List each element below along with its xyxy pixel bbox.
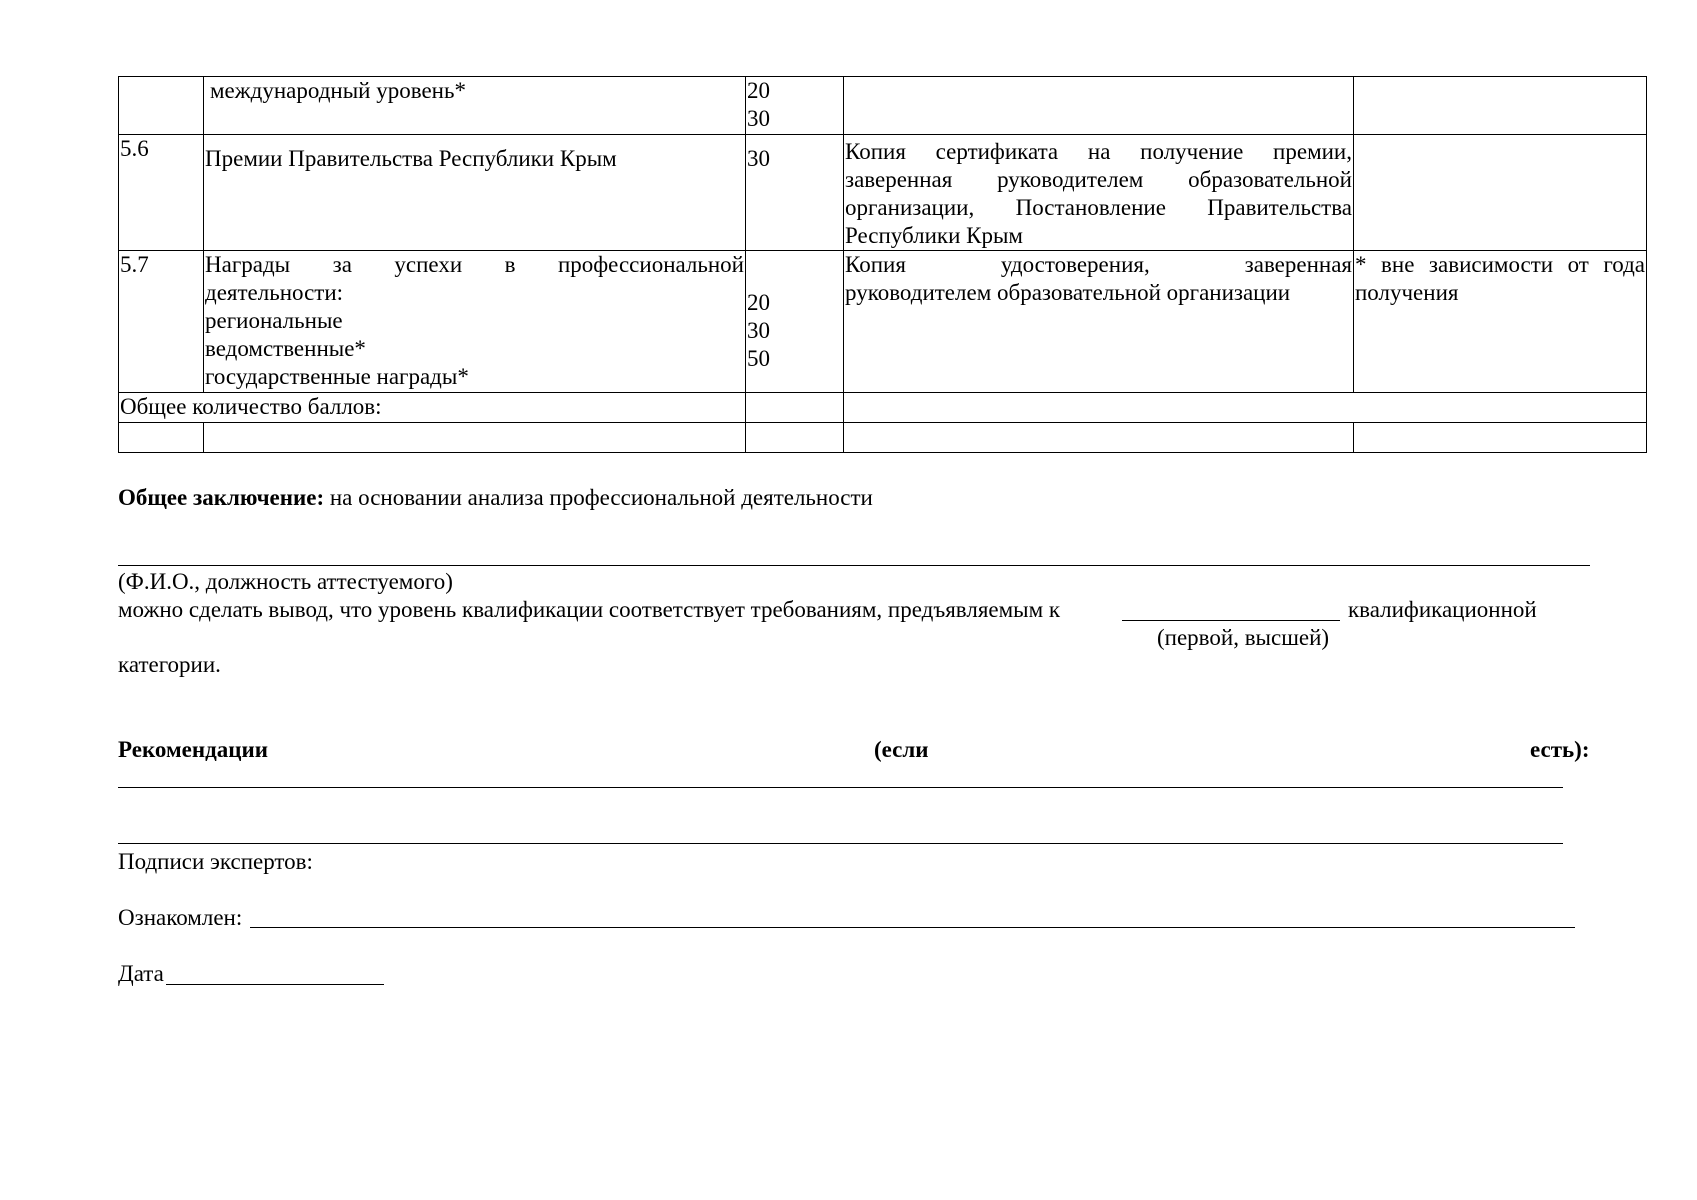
recommendations-word: Рекомендации xyxy=(118,737,268,762)
conclusion-text: на основании анализа профессиональной деятельности xyxy=(324,485,873,510)
evidence-line: заверенная руководителем образовательной xyxy=(845,167,1352,192)
criteria-table xyxy=(118,76,1647,453)
cell-number: 5.7 xyxy=(119,251,204,393)
date-fill-line xyxy=(166,984,384,985)
cell-evidence xyxy=(844,251,1354,393)
note-line: получения xyxy=(1355,280,1459,305)
evidence-line: Копия сертификата на получение премии, xyxy=(845,139,1352,164)
cell-evidence xyxy=(844,135,1354,251)
criterion-line: ведомственные* xyxy=(205,336,366,361)
cell-number-empty xyxy=(119,77,204,135)
evidence-line: Копия удостоверения, заверенная xyxy=(845,252,1352,277)
evidence-line: руководителем образовательной организации xyxy=(845,280,1291,305)
cell-empty xyxy=(746,423,844,453)
category-hint: (первой, высшей) xyxy=(1157,625,1330,650)
cell-empty xyxy=(1354,423,1647,453)
criterion-line: Награды за успехи в профессиональной xyxy=(205,252,744,277)
cell-criterion: Премии Правительства Республики Крым xyxy=(204,135,746,251)
cell-scores xyxy=(746,77,844,135)
conclusion-label: Общее заключение: xyxy=(118,485,325,510)
evidence-line: организации, Постановление Правительства xyxy=(845,195,1352,220)
table-row-5-7 xyxy=(119,251,1647,393)
category-fill-line xyxy=(1122,620,1340,621)
cell-empty xyxy=(119,423,204,453)
score-value: 30 xyxy=(747,106,770,131)
cell-total-rest xyxy=(844,393,1647,423)
table-row-total xyxy=(119,393,1647,423)
cell-evidence xyxy=(844,77,1354,135)
recommendations-fill-line xyxy=(118,787,1563,788)
fio-caption: (Ф.И.О., должность аттестуемого) xyxy=(118,569,453,594)
date-label: Дата xyxy=(118,961,164,986)
score-value: 20 xyxy=(747,78,770,103)
cell-number: 5.6 xyxy=(119,135,204,251)
cell-note xyxy=(1354,251,1647,393)
recommendations-word: (если xyxy=(874,737,929,762)
cell-criterion xyxy=(204,251,746,393)
cell-empty xyxy=(844,423,1354,453)
table-row-5-6 xyxy=(119,135,1647,251)
total-label: Общее количество баллов: xyxy=(119,393,746,423)
recommendations-word: есть): xyxy=(1530,737,1590,762)
cell-criterion: международный уровень* xyxy=(204,77,746,135)
table-row-international xyxy=(119,77,1647,135)
cell-note xyxy=(1354,77,1647,135)
fio-fill-line xyxy=(118,565,1590,566)
note-line: * вне зависимости от года xyxy=(1355,252,1645,277)
acknowledged-label: Ознакомлен: xyxy=(118,905,243,930)
score-value: 20 xyxy=(747,290,770,315)
table-row-empty xyxy=(119,423,1647,453)
recommendations-exist xyxy=(1530,736,1589,764)
conclusion-sentence-start: можно сделать вывод, что уровень квалификации соответствует требованиям, предъявляемым к xyxy=(118,597,1061,622)
score-value: 30 xyxy=(747,318,770,343)
recommendations-fill-line xyxy=(118,843,1563,844)
category-word: категории. xyxy=(118,652,221,677)
recommendations-label xyxy=(118,736,268,764)
cell-score: 30 xyxy=(746,135,844,251)
cell-scores xyxy=(746,251,844,393)
recommendations-if xyxy=(874,736,929,764)
cell-note xyxy=(1354,135,1647,251)
score-value: 50 xyxy=(747,346,770,371)
experts-signatures-label: Подписи экспертов: xyxy=(118,849,313,874)
cell-empty xyxy=(204,423,746,453)
criterion-line: деятельности: xyxy=(205,280,344,305)
conclusion-sentence-end: квалификационной xyxy=(1348,597,1537,622)
criterion-line: региональные xyxy=(205,308,343,333)
evidence-line: Республики Крым xyxy=(845,223,1023,248)
conclusion-line xyxy=(118,484,873,512)
cell-total-score xyxy=(746,393,844,423)
acknowledged-fill-line xyxy=(250,927,1575,928)
criterion-line: государственные награды* xyxy=(205,364,469,389)
